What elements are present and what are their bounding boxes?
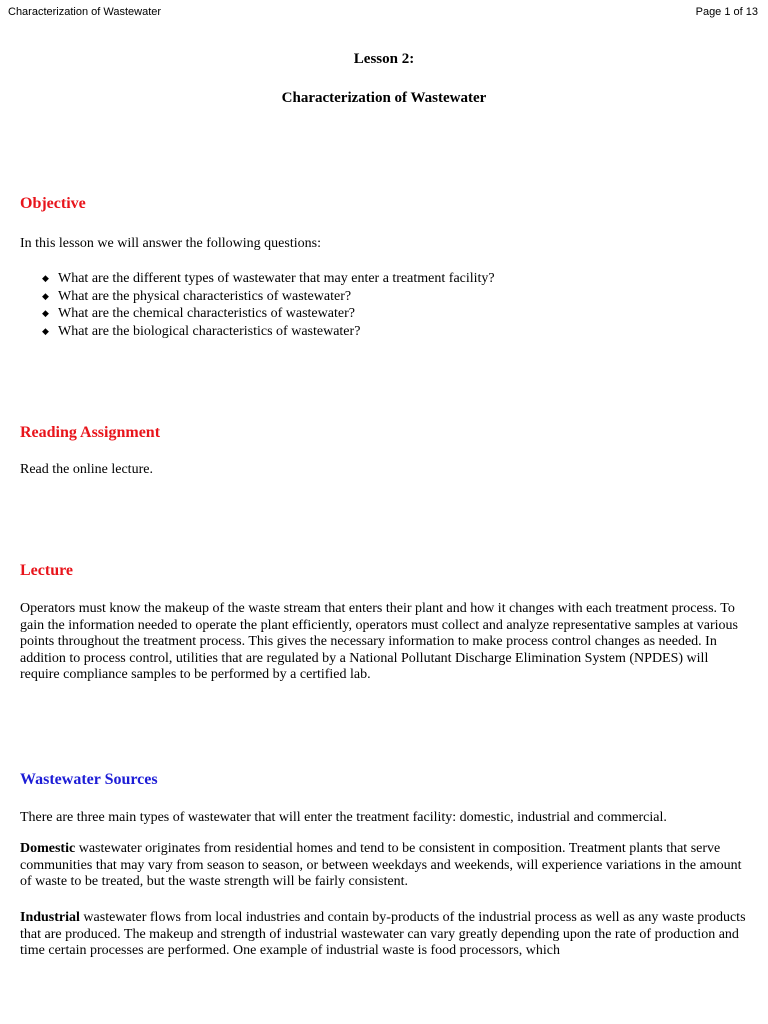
objective-intro: In this lesson we will answer the following questions:: [20, 236, 321, 251]
lecture-paragraph: Operators must know the makeup of the waste stream that enters their plant and how it changes with each treatment process. To gain the information needed to operate the plant efficiently, operators must collect and analyze representative samples at various points throughout the treatment process. This gives the necessary information to make process control changes as needed. In addition to process control, utilities that are regulated by a National Pollutant Discharge Elimination System (NPDES) will require compliance samples to be performed by a certified lab.: [20, 601, 739, 682]
list-item: ◆ What are the different types of wastewater that may enter a treatment facility?: [42, 271, 495, 286]
page-indicator: Page 1 of 13: [695, 6, 758, 18]
diamond-bullet-icon: ◆: [42, 325, 49, 336]
running-header-title: Characterization of Wastewater: [8, 6, 162, 18]
list-item: ◆ What are the chemical characteristics of wastewater?: [42, 306, 355, 321]
domestic-text: wastewater originates from residential homes and tend to be consistent in composition. Treatment plants that serve communities that may vary from season to season, or between weekdays and weekends, will experience variations in the amount of waste to be treated, but the waste strength will be fairly consistent.: [20, 841, 742, 889]
domestic-term: Domestic: [20, 841, 76, 856]
wastewater-sources-heading: Wastewater Sources: [20, 771, 158, 788]
domestic-paragraph: [20, 841, 750, 891]
objective-question-list: [20, 270, 495, 340]
reading-assignment-text: Read the online lecture.: [20, 462, 153, 477]
industrial-term: Industrial: [20, 910, 80, 925]
list-item: ◆ What are the physical characteristics of wastewater?: [42, 288, 352, 304]
page-title: Characterization of Wastewater: [281, 90, 487, 106]
lecture-heading: Lecture: [20, 562, 74, 579]
industrial-text: wastewater flows from local industries and contain by-products of the industrial process as well as any waste products that are produced. The makeup and strength of industrial wastewater can vary greatly depending upon the rate of production and time certain processes are performed. One example of industrial waste is food processors, which: [20, 910, 746, 958]
industrial-paragraph: [20, 910, 750, 960]
list-item: ◆ What are the biological characteristics of wastewater?: [42, 323, 361, 339]
reading-assignment-heading: Reading Assignment: [20, 424, 161, 441]
sources-intro: There are three main types of wastewater that will enter the treatment facility: domestic, industrial and commercial.: [20, 810, 667, 825]
diamond-bullet-icon: ◆: [42, 290, 49, 301]
lesson-number: Lesson 2:: [353, 51, 415, 67]
diamond-bullet-icon: ◆: [42, 308, 49, 318]
objective-heading: Objective: [20, 195, 86, 212]
diamond-bullet-icon: ◆: [42, 273, 49, 283]
